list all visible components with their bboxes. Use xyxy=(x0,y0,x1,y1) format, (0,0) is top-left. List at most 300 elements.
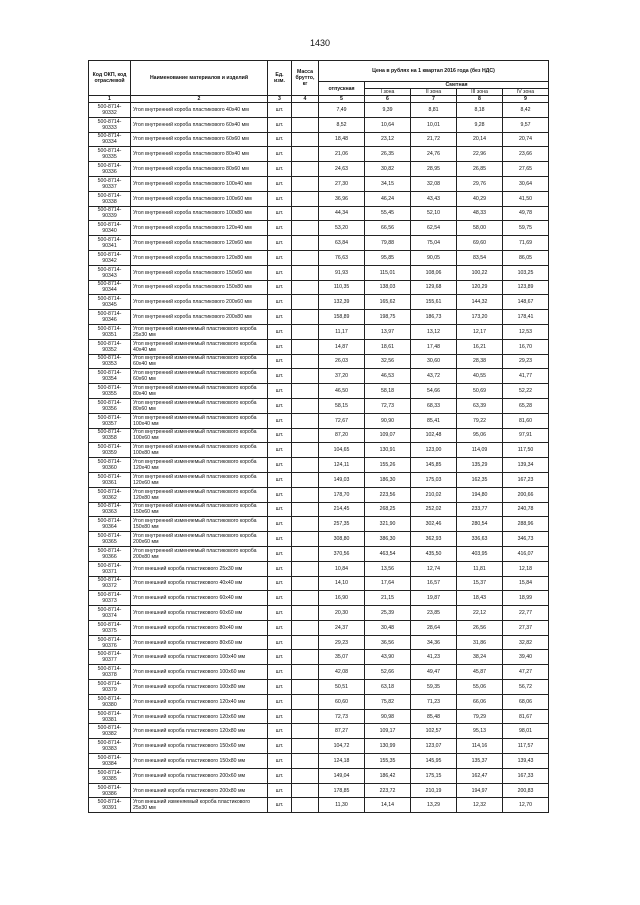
item-name-cell: Угол внутренний изменяемый пластикового короба 80х40 мм xyxy=(131,384,268,399)
zone-4-price-cell: 39,40 xyxy=(503,650,549,665)
header-code: Код ОКП, код отраслевой xyxy=(89,61,131,96)
code-cell: 500-8714-90333 xyxy=(89,117,131,132)
mass-cell xyxy=(292,546,319,561)
item-name-cell: Угол внешний короба пластикового 25х30 мм xyxy=(131,561,268,576)
code-cell: 500-8714-90371 xyxy=(89,561,131,576)
zone-2-price-cell: 16,57 xyxy=(411,576,457,591)
item-name-cell: Угол внешний короба пластикового 80х60 мм xyxy=(131,635,268,650)
zone-3-price-cell: 40,55 xyxy=(457,369,503,384)
zone-4-price-cell: 139,43 xyxy=(503,754,549,769)
release-price-cell: 44,34 xyxy=(319,206,365,221)
item-name-cell: Угол внутренний короба пластикового 200х80 мм xyxy=(131,310,268,325)
mass-cell xyxy=(292,103,319,118)
zone-2-price-cell: 90,05 xyxy=(411,250,457,265)
item-name-cell: Угол внутренний изменяемый пластикового короба 60х40 мм xyxy=(131,354,268,369)
unit-cell: шт. xyxy=(268,576,292,591)
zone-1-price-cell: 223,72 xyxy=(365,783,411,798)
zone-1-price-cell: 13,56 xyxy=(365,561,411,576)
zone-4-price-cell: 47,27 xyxy=(503,665,549,680)
zone-3-price-cell: 135,29 xyxy=(457,458,503,473)
zone-4-price-cell: 59,75 xyxy=(503,221,549,236)
zone-3-price-cell: 162,47 xyxy=(457,768,503,783)
code-cell: 500-8714-90382 xyxy=(89,724,131,739)
zone-3-price-cell: 120,29 xyxy=(457,280,503,295)
zone-4-price-cell: 103,25 xyxy=(503,265,549,280)
release-price-cell: 26,03 xyxy=(319,354,365,369)
zone-4-price-cell: 288,96 xyxy=(503,517,549,532)
release-price-cell: 110,35 xyxy=(319,280,365,295)
release-price-cell: 178,85 xyxy=(319,783,365,798)
zone-3-price-cell: 38,24 xyxy=(457,650,503,665)
mass-cell xyxy=(292,132,319,147)
table-row xyxy=(89,176,549,191)
code-cell: 500-8714-90377 xyxy=(89,650,131,665)
zone-3-price-cell: 135,37 xyxy=(457,754,503,769)
zone-4-price-cell: 167,23 xyxy=(503,472,549,487)
code-cell: 500-8714-90335 xyxy=(89,147,131,162)
zone-4-price-cell: 98,01 xyxy=(503,724,549,739)
code-cell: 500-8714-90352 xyxy=(89,339,131,354)
table-row xyxy=(89,221,549,236)
unit-cell: шт. xyxy=(268,606,292,621)
zone-1-price-cell: 25,39 xyxy=(365,606,411,621)
unit-cell: шт. xyxy=(268,354,292,369)
code-cell: 500-8714-90354 xyxy=(89,369,131,384)
zone-2-price-cell: 13,12 xyxy=(411,324,457,339)
unit-cell: шт. xyxy=(268,132,292,147)
mass-cell xyxy=(292,384,319,399)
zone-4-price-cell: 86,05 xyxy=(503,250,549,265)
item-name-cell: Угол внутренний изменяемый пластикового короба 120х40 мм xyxy=(131,458,268,473)
item-name-cell: Угол внутренний короба пластикового 80х40 мм xyxy=(131,147,268,162)
item-name-cell: Угол внутренний изменяемый пластикового короба 120х60 мм xyxy=(131,472,268,487)
release-price-cell: 29,23 xyxy=(319,635,365,650)
table-row xyxy=(89,413,549,428)
mass-cell xyxy=(292,428,319,443)
zone-3-price-cell: 50,69 xyxy=(457,384,503,399)
table-row xyxy=(89,428,549,443)
mass-cell xyxy=(292,502,319,517)
table-row xyxy=(89,798,549,813)
code-cell: 500-8714-90374 xyxy=(89,606,131,621)
code-cell: 500-8714-90365 xyxy=(89,532,131,547)
zone-3-price-cell: 194,97 xyxy=(457,783,503,798)
mass-cell xyxy=(292,517,319,532)
item-name-cell: Угол внешний короба пластикового 120х60 мм xyxy=(131,709,268,724)
item-name-cell: Угол внутренний изменяемый пластикового короба 150х60 мм xyxy=(131,502,268,517)
header-unit: Ед. изм. xyxy=(268,61,292,96)
zone-2-price-cell: 75,04 xyxy=(411,236,457,251)
zone-3-price-cell: 29,76 xyxy=(457,176,503,191)
table-row xyxy=(89,694,549,709)
zone-4-price-cell: 71,69 xyxy=(503,236,549,251)
zone-3-price-cell: 162,35 xyxy=(457,472,503,487)
release-price-cell: 72,67 xyxy=(319,413,365,428)
zone-1-price-cell: 268,25 xyxy=(365,502,411,517)
release-price-cell: 63,84 xyxy=(319,236,365,251)
zone-2-price-cell: 145,95 xyxy=(411,754,457,769)
mass-cell xyxy=(292,739,319,754)
table-row xyxy=(89,132,549,147)
zone-3-price-cell: 22,12 xyxy=(457,606,503,621)
zone-3-price-cell: 280,54 xyxy=(457,517,503,532)
item-name-cell: Угол внутренний короба пластикового 120х60 мм xyxy=(131,236,268,251)
unit-cell: шт. xyxy=(268,250,292,265)
table-row xyxy=(89,635,549,650)
zone-2-price-cell: 43,43 xyxy=(411,191,457,206)
zone-2-price-cell: 23,85 xyxy=(411,606,457,621)
mass-cell xyxy=(292,783,319,798)
release-price-cell: 46,50 xyxy=(319,384,365,399)
unit-cell: шт. xyxy=(268,398,292,413)
zone-2-price-cell: 8,81 xyxy=(411,103,457,118)
item-name-cell: Угол внутренний короба пластикового 60х40 мм xyxy=(131,117,268,132)
release-price-cell: 11,17 xyxy=(319,324,365,339)
code-cell: 500-8714-90345 xyxy=(89,295,131,310)
release-price-cell: 257,35 xyxy=(319,517,365,532)
release-price-cell: 308,80 xyxy=(319,532,365,547)
item-name-cell: Угол внешний изменяемый короба пластикового 25х30 мм xyxy=(131,798,268,813)
zone-2-price-cell: 102,57 xyxy=(411,724,457,739)
zone-3-price-cell: 69,60 xyxy=(457,236,503,251)
item-name-cell: Угол внешний короба пластикового 150х80 мм xyxy=(131,754,268,769)
zone-2-price-cell: 435,50 xyxy=(411,546,457,561)
zone-4-price-cell: 200,83 xyxy=(503,783,549,798)
table-row xyxy=(89,783,549,798)
mass-cell xyxy=(292,620,319,635)
mass-cell xyxy=(292,576,319,591)
unit-cell: шт. xyxy=(268,191,292,206)
zone-4-price-cell: 167,33 xyxy=(503,768,549,783)
zone-3-price-cell: 95,13 xyxy=(457,724,503,739)
item-name-cell: Угол внутренний короба пластикового 100х40 мм xyxy=(131,176,268,191)
unit-cell: шт. xyxy=(268,783,292,798)
unit-cell: шт. xyxy=(268,295,292,310)
release-price-cell: 104,72 xyxy=(319,739,365,754)
release-price-cell: 8,52 xyxy=(319,117,365,132)
zone-4-price-cell: 12,70 xyxy=(503,798,549,813)
mass-cell xyxy=(292,147,319,162)
release-price-cell: 60,60 xyxy=(319,694,365,709)
zone-3-price-cell: 79,22 xyxy=(457,413,503,428)
zone-2-price-cell: 43,72 xyxy=(411,369,457,384)
table-row xyxy=(89,472,549,487)
zone-1-price-cell: 463,54 xyxy=(365,546,411,561)
item-name-cell: Угол внешний короба пластикового 60х60 мм xyxy=(131,606,268,621)
header-mass: Масса брутто, кг xyxy=(292,61,319,96)
unit-cell: шт. xyxy=(268,502,292,517)
release-price-cell: 87,20 xyxy=(319,428,365,443)
unit-cell: шт. xyxy=(268,472,292,487)
code-cell: 500-8714-90337 xyxy=(89,176,131,191)
table-row xyxy=(89,354,549,369)
item-name-cell: Угол внешний короба пластикового 200х80 мм xyxy=(131,783,268,798)
release-price-cell: 53,20 xyxy=(319,221,365,236)
zone-2-price-cell: 28,64 xyxy=(411,620,457,635)
header-zone-3: III зона xyxy=(457,89,503,96)
item-name-cell: Угол внешний короба пластикового 200х60 мм xyxy=(131,768,268,783)
release-price-cell: 76,63 xyxy=(319,250,365,265)
item-name-cell: Угол внутренний короба пластикового 100х60 мм xyxy=(131,191,268,206)
zone-3-price-cell: 8,18 xyxy=(457,103,503,118)
zone-2-price-cell: 32,08 xyxy=(411,176,457,191)
unit-cell: шт. xyxy=(268,709,292,724)
unit-cell: шт. xyxy=(268,561,292,576)
zone-2-price-cell: 85,48 xyxy=(411,709,457,724)
zone-2-price-cell: 12,74 xyxy=(411,561,457,576)
zone-2-price-cell: 54,66 xyxy=(411,384,457,399)
unit-cell: шт. xyxy=(268,324,292,339)
unit-cell: шт. xyxy=(268,487,292,502)
zone-2-price-cell: 19,87 xyxy=(411,591,457,606)
item-name-cell: Угол внешний короба пластикового 100х60 мм xyxy=(131,665,268,680)
table-body xyxy=(89,103,549,813)
release-price-cell: 14,87 xyxy=(319,339,365,354)
mass-cell xyxy=(292,665,319,680)
mass-cell xyxy=(292,532,319,547)
zone-2-price-cell: 28,95 xyxy=(411,162,457,177)
zone-1-price-cell: 32,56 xyxy=(365,354,411,369)
table-row xyxy=(89,768,549,783)
zone-3-price-cell: 15,37 xyxy=(457,576,503,591)
column-number: 1 xyxy=(89,96,131,103)
mass-cell xyxy=(292,162,319,177)
zone-2-price-cell: 210,02 xyxy=(411,487,457,502)
item-name-cell: Угол внешний короба пластикового 120х40 мм xyxy=(131,694,268,709)
mass-cell xyxy=(292,324,319,339)
zone-3-price-cell: 95,06 xyxy=(457,428,503,443)
code-cell: 500-8714-90364 xyxy=(89,517,131,532)
mass-cell xyxy=(292,265,319,280)
column-number: 4 xyxy=(292,96,319,103)
unit-cell: шт. xyxy=(268,236,292,251)
zone-1-price-cell: 321,90 xyxy=(365,517,411,532)
zone-2-price-cell: 145,85 xyxy=(411,458,457,473)
zone-3-price-cell: 45,87 xyxy=(457,665,503,680)
zone-3-price-cell: 22,96 xyxy=(457,147,503,162)
zone-1-price-cell: 63,18 xyxy=(365,680,411,695)
mass-cell xyxy=(292,206,319,221)
unit-cell: шт. xyxy=(268,443,292,458)
zone-1-price-cell: 109,17 xyxy=(365,724,411,739)
zone-1-price-cell: 46,24 xyxy=(365,191,411,206)
zone-1-price-cell: 165,62 xyxy=(365,295,411,310)
unit-cell: шт. xyxy=(268,280,292,295)
zone-2-price-cell: 302,46 xyxy=(411,517,457,532)
item-name-cell: Угол внешний короба пластикового 100х80 мм xyxy=(131,680,268,695)
zone-4-price-cell: 15,84 xyxy=(503,576,549,591)
item-name-cell: Угол внутренний изменяемый пластикового короба 60х60 мм xyxy=(131,369,268,384)
header-price-group: Цена в рублях на 1 квартал 2016 года (без НДС) xyxy=(319,61,549,82)
mass-cell xyxy=(292,295,319,310)
table-row xyxy=(89,103,549,118)
zone-2-price-cell: 17,48 xyxy=(411,339,457,354)
zone-4-price-cell: 178,41 xyxy=(503,310,549,325)
code-cell: 500-8714-90384 xyxy=(89,754,131,769)
zone-4-price-cell: 8,42 xyxy=(503,103,549,118)
zone-3-price-cell: 40,29 xyxy=(457,191,503,206)
item-name-cell: Угол внешний короба пластикового 60х40 мм xyxy=(131,591,268,606)
zone-3-price-cell: 144,32 xyxy=(457,295,503,310)
zone-2-price-cell: 123,07 xyxy=(411,739,457,754)
unit-cell: шт. xyxy=(268,620,292,635)
code-cell: 500-8714-90361 xyxy=(89,472,131,487)
unit-cell: шт. xyxy=(268,162,292,177)
release-price-cell: 21,06 xyxy=(319,147,365,162)
code-cell: 500-8714-90336 xyxy=(89,162,131,177)
zone-1-price-cell: 58,18 xyxy=(365,384,411,399)
zone-1-price-cell: 115,01 xyxy=(365,265,411,280)
unit-cell: шт. xyxy=(268,635,292,650)
code-cell: 500-8714-90356 xyxy=(89,398,131,413)
table-row xyxy=(89,191,549,206)
unit-cell: шт. xyxy=(268,339,292,354)
zone-1-price-cell: 52,66 xyxy=(365,665,411,680)
release-price-cell: 14,10 xyxy=(319,576,365,591)
release-price-cell: 104,65 xyxy=(319,443,365,458)
zone-4-price-cell: 29,23 xyxy=(503,354,549,369)
zone-2-price-cell: 175,15 xyxy=(411,768,457,783)
unit-cell: шт. xyxy=(268,428,292,443)
mass-cell xyxy=(292,369,319,384)
item-name-cell: Угол внутренний короба пластикового 60х60 мм xyxy=(131,132,268,147)
zone-2-price-cell: 362,93 xyxy=(411,532,457,547)
unit-cell: шт. xyxy=(268,458,292,473)
code-cell: 500-8714-90379 xyxy=(89,680,131,695)
zone-1-price-cell: 18,61 xyxy=(365,339,411,354)
zone-1-price-cell: 46,53 xyxy=(365,369,411,384)
item-name-cell: Угол внутренний короба пластикового 120х40 мм xyxy=(131,221,268,236)
mass-cell xyxy=(292,724,319,739)
code-cell: 500-8714-90375 xyxy=(89,620,131,635)
code-cell: 500-8714-90380 xyxy=(89,694,131,709)
unit-cell: шт. xyxy=(268,798,292,813)
header-estimate: Сметная xyxy=(365,82,549,89)
zone-2-price-cell: 108,06 xyxy=(411,265,457,280)
item-name-cell: Угол внутренний изменяемый пластикового короба 200х80 мм xyxy=(131,546,268,561)
unit-cell: шт. xyxy=(268,221,292,236)
code-cell: 500-8714-90351 xyxy=(89,324,131,339)
zone-2-price-cell: 252,02 xyxy=(411,502,457,517)
zone-3-price-cell: 28,38 xyxy=(457,354,503,369)
unit-cell: шт. xyxy=(268,206,292,221)
column-number-row xyxy=(89,96,549,103)
zone-3-price-cell: 26,85 xyxy=(457,162,503,177)
zone-2-price-cell: 129,68 xyxy=(411,280,457,295)
code-cell: 500-8714-90362 xyxy=(89,487,131,502)
zone-4-price-cell: 52,22 xyxy=(503,384,549,399)
unit-cell: шт. xyxy=(268,650,292,665)
zone-1-price-cell: 14,14 xyxy=(365,798,411,813)
mass-cell xyxy=(292,650,319,665)
zone-2-price-cell: 102,48 xyxy=(411,428,457,443)
zone-2-price-cell: 52,10 xyxy=(411,206,457,221)
zone-1-price-cell: 186,42 xyxy=(365,768,411,783)
unit-cell: шт. xyxy=(268,265,292,280)
zone-4-price-cell: 81,60 xyxy=(503,413,549,428)
zone-1-price-cell: 75,82 xyxy=(365,694,411,709)
mass-cell xyxy=(292,221,319,236)
release-price-cell: 87,27 xyxy=(319,724,365,739)
code-cell: 500-8714-90373 xyxy=(89,591,131,606)
header-zone-1: I зона xyxy=(365,89,411,96)
zone-4-price-cell: 41,50 xyxy=(503,191,549,206)
code-cell: 500-8714-90353 xyxy=(89,354,131,369)
code-cell: 500-8714-90341 xyxy=(89,236,131,251)
item-name-cell: Угол внешний короба пластикового 150х60 мм xyxy=(131,739,268,754)
unit-cell: шт. xyxy=(268,739,292,754)
unit-cell: шт. xyxy=(268,665,292,680)
release-price-cell: 24,63 xyxy=(319,162,365,177)
zone-4-price-cell: 65,28 xyxy=(503,398,549,413)
zone-3-price-cell: 100,22 xyxy=(457,265,503,280)
header-release: отпускная xyxy=(319,82,365,96)
zone-1-price-cell: 72,73 xyxy=(365,398,411,413)
header-zone-4: IV зона xyxy=(503,89,549,96)
zone-1-price-cell: 36,56 xyxy=(365,635,411,650)
zone-2-price-cell: 68,33 xyxy=(411,398,457,413)
table-row xyxy=(89,324,549,339)
zone-1-price-cell: 130,99 xyxy=(365,739,411,754)
release-price-cell: 50,51 xyxy=(319,680,365,695)
table-row xyxy=(89,250,549,265)
zone-3-price-cell: 58,00 xyxy=(457,221,503,236)
unit-cell: шт. xyxy=(268,754,292,769)
code-cell: 500-8714-90376 xyxy=(89,635,131,650)
mass-cell xyxy=(292,606,319,621)
item-name-cell: Угол внутренний короба пластикового 150х60 мм xyxy=(131,265,268,280)
table-row xyxy=(89,265,549,280)
column-number: 3 xyxy=(268,96,292,103)
code-cell: 500-8714-90363 xyxy=(89,502,131,517)
zone-4-price-cell: 41,77 xyxy=(503,369,549,384)
mass-cell xyxy=(292,694,319,709)
release-price-cell: 37,20 xyxy=(319,369,365,384)
zone-1-price-cell: 198,75 xyxy=(365,310,411,325)
code-cell: 500-8714-90343 xyxy=(89,265,131,280)
zone-1-price-cell: 186,30 xyxy=(365,472,411,487)
item-name-cell: Угол внутренний изменяемый пластикового короба 200х60 мм xyxy=(131,532,268,547)
zone-4-price-cell: 123,89 xyxy=(503,280,549,295)
column-number: 2 xyxy=(131,96,268,103)
zone-4-price-cell: 49,78 xyxy=(503,206,549,221)
zone-4-price-cell: 240,78 xyxy=(503,502,549,517)
mass-cell xyxy=(292,354,319,369)
code-cell: 500-8714-90338 xyxy=(89,191,131,206)
zone-3-price-cell: 31,86 xyxy=(457,635,503,650)
mass-cell xyxy=(292,280,319,295)
code-cell: 500-8714-90355 xyxy=(89,384,131,399)
unit-cell: шт. xyxy=(268,546,292,561)
zone-3-price-cell: 194,80 xyxy=(457,487,503,502)
table-row xyxy=(89,724,549,739)
table-row xyxy=(89,591,549,606)
release-price-cell: 214,45 xyxy=(319,502,365,517)
zone-2-price-cell: 123,00 xyxy=(411,443,457,458)
zone-2-price-cell: 175,03 xyxy=(411,472,457,487)
mass-cell xyxy=(292,798,319,813)
table-row xyxy=(89,236,549,251)
release-price-cell: 58,15 xyxy=(319,398,365,413)
unit-cell: шт. xyxy=(268,176,292,191)
mass-cell xyxy=(292,709,319,724)
table-row xyxy=(89,739,549,754)
zone-1-price-cell: 79,88 xyxy=(365,236,411,251)
table-row xyxy=(89,546,549,561)
zone-3-price-cell: 9,28 xyxy=(457,117,503,132)
code-cell: 500-8714-90342 xyxy=(89,250,131,265)
table-row xyxy=(89,147,549,162)
